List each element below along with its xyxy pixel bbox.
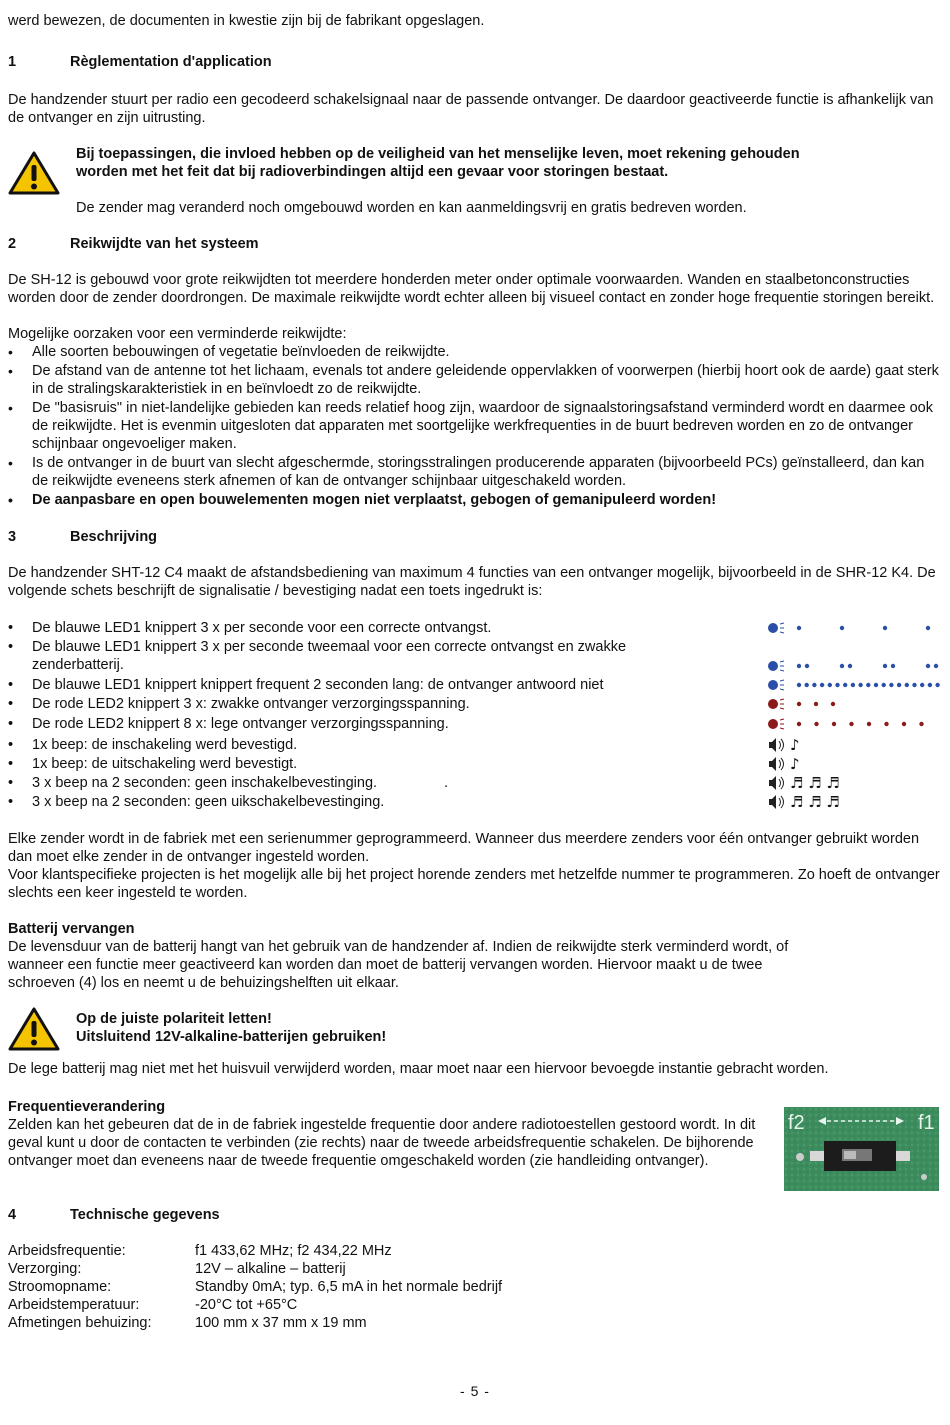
blink-dot [934,664,938,668]
section-number: 4 [8,1207,17,1223]
blink-dot [926,626,930,630]
bullet: • [8,716,14,732]
blink-dot [835,683,839,687]
signal-text: 1x beep: de inschakeling werd bevestigd. [32,737,298,753]
section-1-paragraph: De handzender stuurt per radio een gecodeerd schakelsignaal naar de passende ontvanger. De daardoor geactiveerde functie is afhankelijk van de ontvanger en zijn uitrusting. [8,92,934,126]
bullet: • [8,620,14,636]
blink-dot [814,702,818,706]
page-number: - 5 - [460,1383,490,1399]
blink-dot [912,683,916,687]
blink-dot [928,683,932,687]
frequency-heading: Frequentieverandering [8,1099,166,1115]
speaker-icon [768,793,948,811]
bullet: • [8,696,14,712]
blink-dot [814,722,818,726]
led-blink-pattern-icon [768,619,948,637]
blink-dot [843,683,847,687]
bullet: • [8,737,14,753]
blink-dot [851,683,855,687]
led-blink-pattern-icon [768,715,948,733]
intro-line: werd bewezen, de documenten in kwestie zijn bij de fabrikant opgeslagen. [8,13,485,29]
beep-notes: ♬ ♬ ♬ [790,793,840,811]
blink-dot [849,722,853,726]
list-item: • De "basisruis" in niet-landelijke gebieden kan reeds relatief hoog zijn, waardoor de signaalstoringsafstand verminderd wordt en daarmee ook de reikwijdte. Het is evenmin uitgesloten dat apparaten met soortgelijke werkfrequenties in de buurt bedreven worden en zo de ontvanger schijnbaar ongevoeliger maken. [8,399,940,453]
speaker-icon [768,774,948,792]
signal-text: 3 x beep na 2 seconden: geen uikschakelbevestinging. [32,794,385,810]
spec-value: -20°C tot +65°C [195,1297,298,1313]
blink-dot [797,702,801,706]
spec-label: Verzorging: [8,1261,82,1277]
signal-text: 1x beep: de uitschakeling werd bevestigt. [32,756,298,772]
spec-value: Standby 0mA; typ. 6,5 mA in het normale bedrijf [195,1279,503,1295]
bullet: • [8,794,14,810]
section-4-heading [8,1206,940,1224]
spec-row [8,1278,502,1296]
signal-text: 3 x beep na 2 seconden: geen inschakelbevestinging. [32,775,378,791]
causes-list [8,343,940,509]
blink-dot [919,722,923,726]
blink-dot [797,683,801,687]
beep-notes: ♪ [790,755,800,773]
spec-row [8,1314,367,1332]
frequency-jumper-photo [784,1107,939,1191]
trailing-dot: . [444,775,449,791]
section-1-heading [8,53,940,71]
led-blink-pattern-icon [768,695,948,713]
led-blink-pattern-icon [768,676,948,694]
spec-row [8,1260,346,1278]
section-title: Technische gegevens [70,1207,220,1223]
blink-dot [883,664,887,668]
section-number: 1 [8,54,17,70]
modification-note: De zender mag veranderd noch omgebouwd worden en kan aanmeldingsvrij en gratis bedreven worden. [76,200,747,216]
frequency-paragraph: Zelden kan het gebeuren dat de in de fabriek ingestelde frequentie door andere radiotoestellen gestoord wordt. In dit geval kunt u door de contacten te verbinden (zie rechts) naar de tweede arbeidsfrequentie schakelen. De bijhorende ontvanger moet dan eveneens naar de tweede frequentie omgeschakeld worden (zie handleiding ontvanger). [8,1117,756,1169]
section-title: Reikwijdte van het systeem [70,236,259,252]
blink-dot [866,683,870,687]
blink-dot [926,664,930,668]
bullet: • [8,677,14,693]
blink-dot [897,683,901,687]
section-2-heading [8,235,940,253]
blink-dot [832,722,836,726]
battery-heading: Batterij vervangen [8,921,135,937]
list-item: • Is de ontvanger in de buurt van slecht afgeschermde, storingsstralingen producerende apparaten (bijvoorbeeld PCs) geïnstalleerd, dan kan de reikwijdte eveneens sterk afnemen of kan de ontvanger schijnbaar uitgeschakeld worden. [8,454,940,490]
spec-row [8,1242,392,1260]
spec-label: Stroomopname: [8,1279,112,1295]
blink-dot [882,683,886,687]
blink-dot [867,722,871,726]
list-item: • Alle soorten bebouwingen of vegetatie beïnvloeden de reikwijdte. [8,343,940,361]
blink-dot [831,702,835,706]
photo-label-f2: f2 [788,1112,805,1134]
battery-paragraph: De levensduur van de batterij hangt van het gebruik van de handzender af. Indien de reikwijdte sterk verminderd wordt, of wanneer een functie meer geactiveerd kan worden dan moet de batterij vervangen worden. Hiervoor maakt u de twee schroeven (4) los en neemt u de behuizingshelften uit elkaar. [8,939,789,991]
blink-dot [805,683,809,687]
blink-dot [905,683,909,687]
spec-row [8,1296,297,1314]
blink-dot [797,626,801,630]
blink-dot [902,722,906,726]
blink-dot [889,683,893,687]
bullet: • [8,639,14,655]
beep-notes: ♪ [790,736,800,754]
blink-dot [891,664,895,668]
alkaline-warning: Uitsluitend 12V-alkaline-batterijen gebruiken! [76,1029,387,1045]
blink-dot [797,664,801,668]
section-3-paragraph: De handzender SHT-12 C4 maakt de afstandsbediening van maximum 4 functies van een ontvanger mogelijk, bijvoorbeeld in de SHR-12 K4. De volgende schets beschrijft de signalisatie / bevestiging nadat een toets ingedrukt is: [8,565,936,599]
causes-intro: Mogelijke oorzaken voor een verminderde reikwijdte: [8,326,347,342]
spec-label: Afmetingen behuizing: [8,1315,152,1331]
warning-icon [8,1006,60,1052]
spec-value: 12V – alkaline – batterij [195,1261,346,1277]
signal-text: De rode LED2 knippert 8 x: lege ontvanger verzorgingsspanning. [32,716,449,732]
spec-value: f1 433,62 MHz; f2 434,22 MHz [195,1243,392,1259]
section-title: Règlementation d'application [70,54,272,70]
bullet: • [8,775,14,791]
signal-text: De blauwe LED1 knippert 3 x per seconde tweemaal voor een correcte ontvangst en zwakke zenderbatterij. [32,639,627,673]
photo-label-f1: f1 [918,1112,935,1134]
blink-dot [848,664,852,668]
signal-text: De blauwe LED1 knippert knippert frequent 2 seconden lang: de ontvanger antwoord niet [32,677,604,693]
blink-dot [840,664,844,668]
battery-disposal: De lege batterij mag niet met het huisvuil verwijderd worden, maar moet naar een hiervoor bevoegde instantie gebracht worden. [8,1061,829,1077]
blink-dot [812,683,816,687]
spec-value: 100 mm x 37 mm x 19 mm [195,1315,367,1331]
warning-icon [8,150,60,196]
blink-dot [920,683,924,687]
blink-dot [805,664,809,668]
section-title: Beschrijving [70,529,158,545]
signal-text: De blauwe LED1 knippert 3 x per seconde voor een correcte ontvangst. [32,620,492,636]
bullet: • [8,756,14,772]
blink-dot [820,683,824,687]
custom-projects-paragraph: Voor klantspecifieke projecten is het mogelijk alle bij het project horende zenders met hetzelfde nummer te programmeren. Zo hoeft de ontvanger slechts een keer ingesteld te worden. [8,867,940,901]
speaker-icon [768,736,948,754]
section-number: 3 [8,529,17,545]
spec-label: Arbeidsfrequentie: [8,1243,126,1259]
speaker-icon [768,755,948,773]
signal-text: De rode LED2 knippert 3 x: zwakke ontvanger verzorgingsspanning. [32,696,470,712]
section-number: 2 [8,236,17,252]
beep-notes: ♬ ♬ ♬ [790,774,840,792]
blink-dot [797,722,801,726]
blink-dot [858,683,862,687]
blink-dot [874,683,878,687]
section-3-heading [8,528,940,546]
blink-dot [828,683,832,687]
list-item: • De afstand van de antenne tot het lichaam, evenals tot andere geleidende oppervlakken of voorwerpen (hierbij hoort ook de aarde) gaat sterk in de stralingskarakteristiek in en beïnvloedt zo de reikwijdte. [8,362,940,398]
led-blink-pattern-icon [768,657,948,675]
blink-dot [884,722,888,726]
blink-dot [883,626,887,630]
blink-dot [840,626,844,630]
serial-paragraph: Elke zender wordt in de fabriek met een serienummer geprogrammeerd. Wanneer dus meerdere zenders voor één ontvanger gebruikt worden dan moet elke zender in de ontvanger ingesteld worden. [8,831,920,865]
blink-dot [935,683,939,687]
safety-warning: Bij toepassingen, die invloed hebben op de veiligheid van het menselijke leven, moet rekening gehouden worden met het feit dat bij radioverbindingen altijd een gevaar voor storingen bestaat. [76,146,800,180]
spec-label: Arbeidstemperatuur: [8,1297,140,1313]
list-item-bold: • De aanpasbare en open bouwelementen mogen niet verplaatst, gebogen of gemanipuleerd worden! [8,491,940,509]
section-2-paragraph: De SH-12 is gebouwd voor grote reikwijdten tot meerdere honderden meter onder optimale voorwaarden. Wanden en staalbetonconstructies worden door de zender doordrongen. De maximale reikwijdte wordt echter alleen bij visueel contact en zonder hoge frequentie storingen bereikt. [8,272,935,306]
polarity-warning: Op de juiste polariteit letten! [76,1011,272,1027]
